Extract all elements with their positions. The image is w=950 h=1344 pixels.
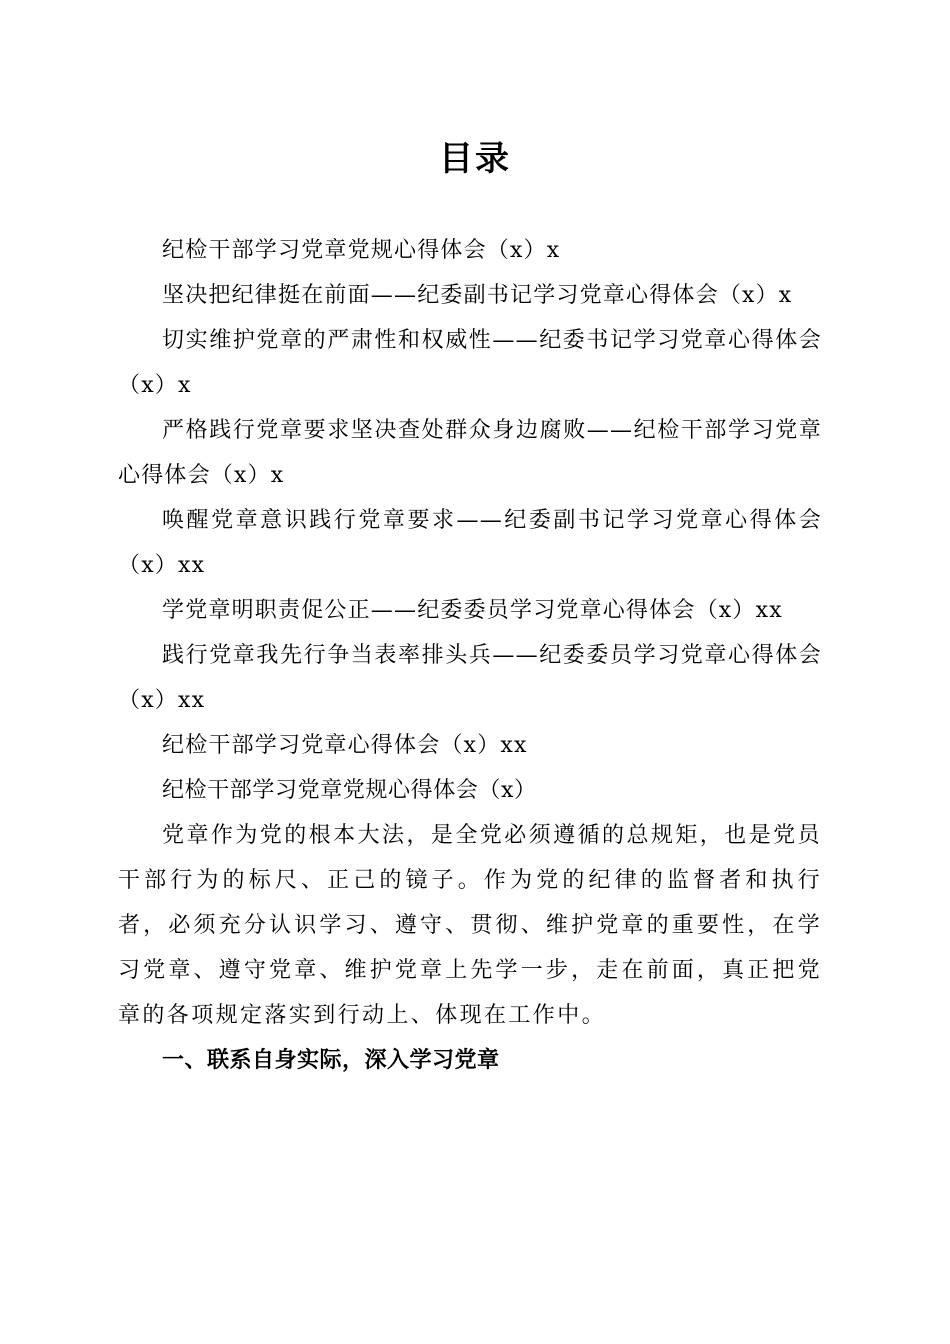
toc-entry[interactable]: 唤醒党章意识践行党章要求——纪委副书记学习党章心得体会（x）xx <box>118 508 822 578</box>
body-paragraph: 党章作为党的根本大法，是全党必须遵循的总规矩，也是党员干部行为的标尺、正己的镜子。作为党的纪律的监督者和执行者，必须充分认识学习、遵守、贯彻、维护党章的重要性，在学习党章、遵守党章、维护党章上先学一步，走在前面，真正把党章的各项规定落实到行动上、体现在工作中。 <box>118 823 822 1028</box>
article-title: 纪检干部学习党章党规心得体会（x） <box>162 778 537 803</box>
page-title: 目录 <box>439 139 511 179</box>
toc-entry[interactable]: 切实维护党章的严肃性和权威性——纪委书记学习党章心得体会（x）x <box>118 328 822 398</box>
table-of-contents <box>118 228 822 1083</box>
toc-entry[interactable]: 纪检干部学习党章心得体会（x）xx <box>162 733 528 758</box>
toc-entry[interactable]: 纪检干部学习党章党规心得体会（x）x <box>162 238 561 263</box>
toc-entry[interactable]: 坚决把纪律挺在前面——纪委副书记学习党章心得体会（x）x <box>162 283 793 308</box>
toc-entry[interactable]: 学党章明职责促公正——纪委委员学习党章心得体会（x）xx <box>162 598 783 623</box>
toc-entry[interactable]: 严格践行党章要求坚决查处群众身边腐败——纪检干部学习党章心得体会（x）x <box>118 418 822 488</box>
toc-entry[interactable]: 践行党章我先行争当表率排头兵——纪委委员学习党章心得体会（x）xx <box>118 643 822 713</box>
section-heading: 一、联系自身实际，深入学习党章 <box>162 1048 500 1073</box>
